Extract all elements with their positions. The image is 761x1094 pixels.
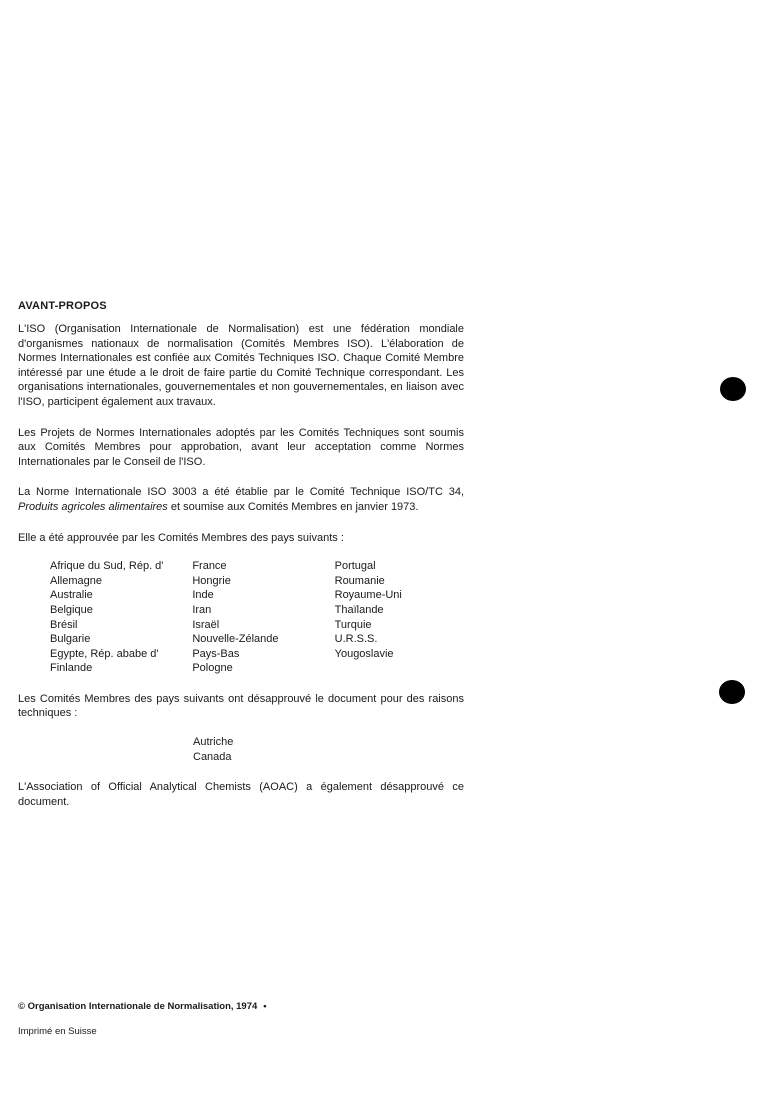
- country-item: Iran: [192, 603, 212, 616]
- country-item: Brésil: [50, 618, 78, 631]
- section-heading: AVANT-PROPOS: [18, 300, 107, 312]
- country-item: Roumanie: [334, 574, 385, 587]
- approving-countries-list: [50, 559, 464, 676]
- paragraph-aoac: L'Association of Official Analytical Chemists (AOAC) a également désapprouvé ce document.: [18, 781, 464, 808]
- country-item: Bulgarie: [50, 633, 91, 646]
- paragraph-disapproval: Les Comités Membres des pays suivants ont désapprouvé le document pour des raisons techniques :: [18, 692, 464, 720]
- standard-origin-text-end: et soumise aux Comités Membres en janvier 1973.: [167, 500, 419, 513]
- country-item: Allemagne: [50, 574, 102, 587]
- countries-column-1: [50, 559, 192, 676]
- country-item: Canada: [193, 750, 232, 763]
- standard-origin-text-start: La Norme Internationale ISO 3003 a été établie par le Comité Technique ISO/TC 34,: [18, 486, 464, 499]
- country-item: Afrique du Sud, Rép. d': [50, 560, 164, 573]
- country-item: Hongrie: [192, 574, 231, 587]
- country-item: Yougoslavie: [334, 647, 394, 660]
- disapproving-countries-list: [193, 735, 464, 764]
- copyright-notice: [18, 1001, 267, 1012]
- country-item: Royaume-Uni: [334, 589, 402, 602]
- copyright-text: © Organisation Internationale de Normalisation, 1974: [18, 1001, 258, 1012]
- paragraph-approval: Elle a été approuvée par les Comités Membres des pays suivants :: [18, 531, 344, 544]
- paragraph-iso-intro: L'ISO (Organisation Internationale de Normalisation) est une fédération mondiale d'organismes nationaux de normalisation (Comités Membres ISO). L'élaboration de Normes Internationales est confiée aux Comités Techniques ISO. Chaque Comité Membre intéressé par une étude a le droit de faire partie du Comité Technique correspondant. Les organisations internationales, gouvernementales et non gouvernementales, en liaison avec l'ISO, participent également aux travaux.: [18, 323, 464, 408]
- paragraph-standard-origin: [18, 485, 464, 514]
- country-item: U.R.S.S.: [334, 633, 378, 646]
- bullet-icon: •: [263, 1001, 267, 1012]
- punch-hole-icon: [719, 680, 745, 704]
- country-item: Thaïlande: [334, 603, 384, 616]
- countries-column-3: [335, 559, 464, 676]
- country-item: Pays-Bas: [192, 647, 240, 660]
- country-item: Inde: [192, 589, 214, 602]
- punch-hole-icon: [720, 377, 746, 401]
- country-item: Egypte, Rép. ababe d': [50, 647, 159, 660]
- country-item: Portugal: [334, 560, 376, 573]
- countries-column-2: [192, 559, 334, 676]
- country-item: Pologne: [192, 662, 233, 675]
- country-item: Finlande: [50, 662, 93, 675]
- foreword-section: [18, 300, 464, 809]
- country-item: France: [192, 560, 227, 573]
- committee-title: Produits agricoles alimentaires: [18, 500, 168, 513]
- country-item: Belgique: [50, 603, 93, 616]
- country-item: Nouvelle-Zélande: [192, 633, 279, 646]
- printed-in-notice: Imprimé en Suisse: [18, 1026, 97, 1037]
- country-item: Turquie: [334, 618, 372, 631]
- country-item: Autriche: [193, 736, 234, 749]
- country-item: Israël: [192, 618, 220, 631]
- paragraph-draft-standards: Les Projets de Normes Internationales adoptés par les Comités Techniques sont soumis aux Comités Membres pour approbation, avant leur acceptation comme Normes Internationales par le Conseil de l'ISO.: [18, 426, 464, 468]
- country-item: Australie: [50, 589, 93, 602]
